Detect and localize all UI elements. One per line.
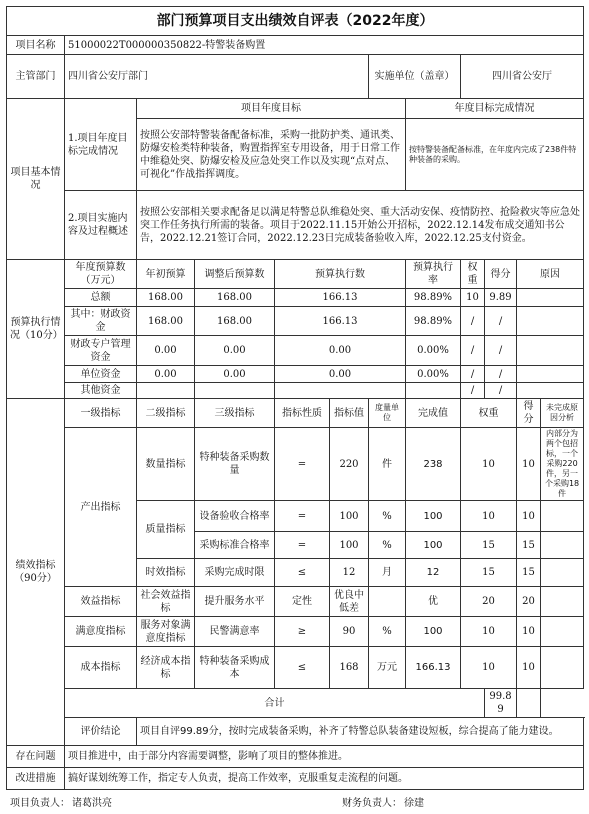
budget-score: /	[485, 307, 517, 336]
perf-unit: 万元	[369, 647, 406, 689]
process-label: 2.项目实施内容及过程概述	[65, 191, 137, 260]
perf-weight: 10	[461, 428, 517, 501]
goal-label: 1.项目年度目标完成情况	[65, 99, 137, 191]
perf-value: 100	[330, 532, 369, 559]
perf-indicator: 采购完成时限	[195, 559, 275, 587]
process-text: 按照公安部相关要求配备足以满足特警总队维稳处突、重大活动安保、疫情防控、抢险救灾等应急处突工作任务执行所需的装备。项目于2022.11.15开始公开招标，2022.12.14发布成交通知书公告，2022.12.21签订合同，2022.12.23日完成装备验收入库，2022.12.25支付资金。	[137, 191, 584, 260]
impl-unit-value: 四川省公安厅	[461, 55, 584, 99]
issues-label: 存在问题	[7, 746, 65, 768]
budget-adjusted: 0.00	[195, 366, 275, 383]
perf-indicator: 设备验收合格率	[195, 501, 275, 532]
perf-done: 238	[406, 428, 461, 501]
budget-row	[7, 336, 584, 366]
perf-header-done: 完成值	[406, 399, 461, 428]
time-label: 时效指标	[137, 559, 195, 587]
evaluation-sheet	[6, 6, 583, 790]
perf-value: 220	[330, 428, 369, 501]
social-label: 社会效益指标	[137, 587, 195, 617]
perf-nature: ≥	[275, 617, 330, 647]
perf-row	[7, 647, 584, 689]
perf-done: 166.13	[406, 647, 461, 689]
total-blank	[517, 689, 541, 718]
budget-row-name: 单位资金	[65, 366, 137, 383]
perf-reason	[541, 617, 584, 647]
leader-label: 项目负责人：	[10, 798, 70, 809]
perf-reason	[541, 501, 584, 532]
budget-reason	[517, 289, 584, 307]
budget-header-adjusted: 调整后预算数	[195, 260, 275, 289]
total-label: 合计	[65, 689, 485, 718]
budget-score: 9.89	[485, 289, 517, 307]
perf-value: 12	[330, 559, 369, 587]
budget-rate: 98.89%	[406, 307, 461, 336]
budget-weight: /	[461, 366, 485, 383]
budget-executed: 0.00	[275, 336, 406, 366]
budget-adjusted: 0.00	[195, 336, 275, 366]
perf-done: 100	[406, 532, 461, 559]
budget-initial: 168.00	[137, 289, 195, 307]
perf-value: 90	[330, 617, 369, 647]
perf-header-unit: 度量单位	[369, 399, 406, 428]
budget-weight: /	[461, 336, 485, 366]
perf-reason: 内部分为两个包招标，一个采购220件，另一个采购18件	[541, 428, 584, 501]
perf-score: 10	[517, 647, 541, 689]
perf-unit: %	[369, 532, 406, 559]
budget-initial: 168.00	[137, 307, 195, 336]
budget-header-year: 年度预算数（万元）	[65, 260, 137, 289]
basic-info-label: 项目基本情况	[7, 99, 65, 260]
perf-value: 100	[330, 501, 369, 532]
budget-reason	[517, 307, 584, 336]
dept-value: 四川省公安厅部门	[65, 55, 369, 99]
perf-row	[7, 428, 584, 501]
budget-score: /	[485, 336, 517, 366]
perf-nature: =	[275, 428, 330, 501]
evaluation-table	[6, 6, 584, 790]
perf-unit	[369, 587, 406, 617]
budget-score: /	[485, 366, 517, 383]
budget-label: 预算执行情况（10分）	[7, 260, 65, 399]
budget-executed	[275, 383, 406, 399]
effect-label: 效益指标	[65, 587, 137, 617]
perf-done: 优	[406, 587, 461, 617]
perf-weight: 20	[461, 587, 517, 617]
perf-header-level3: 三级指标	[195, 399, 275, 428]
budget-executed: 166.13	[275, 289, 406, 307]
perf-score: 15	[517, 532, 541, 559]
budget-row	[7, 307, 584, 336]
budget-weight: /	[461, 307, 485, 336]
issues-text: 项目推进中，由于部分内容需要调整，影响了项目的整体推进。	[65, 746, 584, 768]
perf-unit: %	[369, 501, 406, 532]
perf-label: 绩效指标（90分）	[7, 399, 65, 746]
econ-label: 经济成本指标	[137, 647, 195, 689]
perf-indicator: 特种装备采购数量	[195, 428, 275, 501]
budget-initial	[137, 383, 195, 399]
budget-rate	[406, 383, 461, 399]
perf-done: 12	[406, 559, 461, 587]
budget-row-name: 其他资金	[65, 383, 137, 399]
budget-row	[7, 383, 584, 399]
perf-nature: ≤	[275, 559, 330, 587]
measures-text: 搞好谋划统筹工作，指定专人负责，提高工作效率，克服重复走流程的问题。	[65, 768, 584, 790]
budget-initial: 0.00	[137, 366, 195, 383]
output-label: 产出指标	[65, 428, 137, 587]
perf-value: 168	[330, 647, 369, 689]
budget-executed: 0.00	[275, 366, 406, 383]
budget-reason	[517, 366, 584, 383]
perf-row	[7, 617, 584, 647]
perf-unit: 件	[369, 428, 406, 501]
perf-reason	[541, 559, 584, 587]
perf-row	[7, 587, 584, 617]
perf-score: 20	[517, 587, 541, 617]
perf-header-score: 得分	[517, 399, 541, 428]
perf-weight: 10	[461, 617, 517, 647]
measures-label: 改进措施	[7, 768, 65, 790]
service-label: 服务对象满意度指标	[137, 617, 195, 647]
perf-nature: =	[275, 532, 330, 559]
budget-row-name: 总额	[65, 289, 137, 307]
perf-indicator: 提升服务水平	[195, 587, 275, 617]
budget-row-name: 财政专户管理资金	[65, 336, 137, 366]
budget-rate: 0.00%	[406, 366, 461, 383]
conclusion-text: 项目自评99.89分，按时完成装备采购，补齐了特警总队装备建设短板，综合提高了能力建设。	[137, 718, 584, 746]
budget-weight: 10	[461, 289, 485, 307]
budget-header-reason: 原因	[517, 260, 584, 289]
goal-text: 按照公安部特警装备配备标准，采购一批防护类、通讯类、防爆安检类特种装备，购置指挥室专用设备，用于日常工作中维稳处突、防爆安检及应急处突工作以及实现“点对点、可视化”作战指挥调度。	[137, 119, 406, 191]
budget-adjusted: 168.00	[195, 307, 275, 336]
page-title: 部门预算项目支出绩效自评表（2022年度）	[7, 7, 584, 36]
perf-reason	[541, 532, 584, 559]
perf-score: 10	[517, 617, 541, 647]
perf-unit: %	[369, 617, 406, 647]
perf-header-weight: 权重	[461, 399, 517, 428]
perf-nature: ≤	[275, 647, 330, 689]
perf-score: 10	[517, 428, 541, 501]
budget-header-score: 得分	[485, 260, 517, 289]
perf-value: 优良中低差	[330, 587, 369, 617]
perf-done: 100	[406, 501, 461, 532]
done-header: 年度目标完成情况	[406, 99, 584, 119]
budget-row	[7, 366, 584, 383]
budget-adjusted: 168.00	[195, 289, 275, 307]
cost-label: 成本指标	[65, 647, 137, 689]
perf-weight: 15	[461, 532, 517, 559]
perf-weight: 15	[461, 559, 517, 587]
project-name-label: 项目名称	[7, 36, 65, 55]
perf-header-nature: 指标性质	[275, 399, 330, 428]
dept-label: 主管部门	[7, 55, 65, 99]
project-name-value: 51000022T000000350822-特警装备购置	[65, 36, 584, 55]
perf-reason	[541, 647, 584, 689]
total-score: 99.89	[485, 689, 517, 718]
perf-score: 15	[517, 559, 541, 587]
budget-score: /	[485, 383, 517, 399]
impl-unit-label: 实施单位（盖章）	[369, 55, 461, 99]
finance-name: 徐建	[404, 798, 424, 809]
quantity-label: 数量指标	[137, 428, 195, 501]
budget-header-executed: 预算执行数	[275, 260, 406, 289]
budget-row	[7, 289, 584, 307]
done-text: 按特警装备配备标准，在年度内完成了238件特种装备的采购。	[406, 119, 584, 191]
conclusion-label: 评价结论	[65, 718, 137, 746]
perf-reason	[541, 587, 584, 617]
leader-name: 诸葛洪亮	[72, 798, 112, 809]
budget-initial: 0.00	[137, 336, 195, 366]
budget-row-name: 其中：财政资金	[65, 307, 137, 336]
quality-label: 质量指标	[137, 501, 195, 559]
perf-header-level2: 二级指标	[137, 399, 195, 428]
perf-header-value: 指标值	[330, 399, 369, 428]
perf-indicator: 特种装备采购成本	[195, 647, 275, 689]
perf-weight: 10	[461, 501, 517, 532]
satisfaction-label: 满意度指标	[65, 617, 137, 647]
budget-rate: 98.89%	[406, 289, 461, 307]
budget-rate: 0.00%	[406, 336, 461, 366]
budget-header-rate: 预算执行率	[406, 260, 461, 289]
budget-executed: 166.13	[275, 307, 406, 336]
perf-weight: 10	[461, 647, 517, 689]
perf-header-level1: 一级指标	[65, 399, 137, 428]
perf-score: 10	[517, 501, 541, 532]
perf-unit: 月	[369, 559, 406, 587]
perf-indicator: 民警满意率	[195, 617, 275, 647]
goal-header: 项目年度目标	[137, 99, 406, 119]
finance-label: 财务负责人：	[342, 798, 402, 809]
budget-header-initial: 年初预算	[137, 260, 195, 289]
perf-nature: 定性	[275, 587, 330, 617]
budget-weight: /	[461, 383, 485, 399]
perf-indicator: 采购标准合格率	[195, 532, 275, 559]
perf-done: 100	[406, 617, 461, 647]
perf-nature: =	[275, 501, 330, 532]
perf-header-reason: 未完成原因分析	[541, 399, 584, 428]
budget-reason	[517, 336, 584, 366]
budget-adjusted	[195, 383, 275, 399]
signature-footer	[6, 790, 583, 810]
budget-header-weight: 权重	[461, 260, 485, 289]
budget-reason	[517, 383, 584, 399]
